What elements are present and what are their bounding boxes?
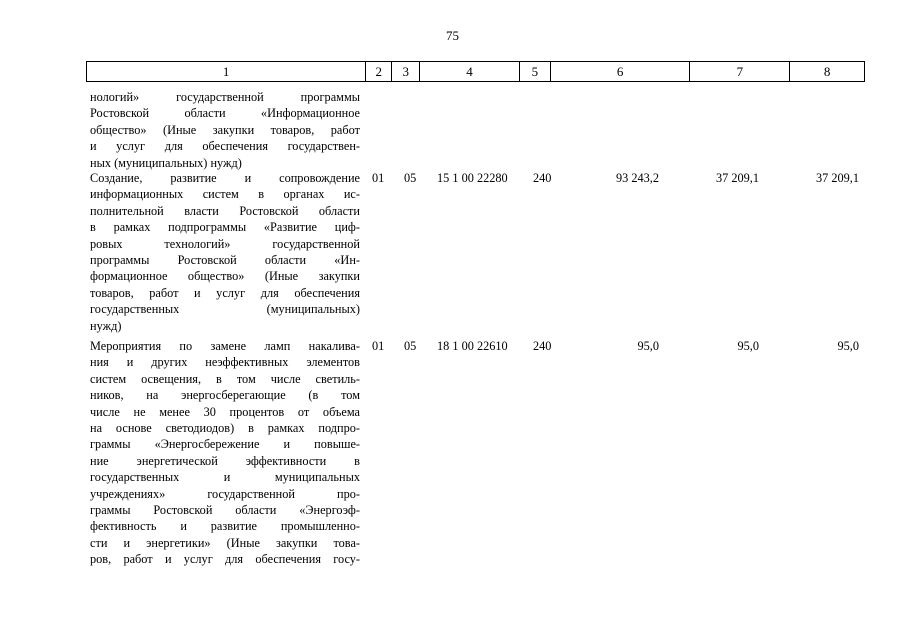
header-col-4: 4 bbox=[420, 62, 520, 81]
cell-amount-year-1: 95,0 bbox=[637, 339, 659, 353]
description-line: систем освещения, в том числе светиль- bbox=[90, 371, 360, 386]
table-row-description bbox=[90, 89, 360, 171]
description-line: Мероприятия по замене ламп накалива- bbox=[90, 339, 360, 353]
description-line: товаров, работ и услуг для обеспечения bbox=[90, 285, 360, 300]
description-line: Ростовской области «Информационное bbox=[90, 106, 360, 121]
description-line: ровых технологий» государственной bbox=[90, 236, 360, 251]
description-line: нологий» государственной программы bbox=[90, 90, 360, 104]
description-line: государственных (муниципальных) bbox=[90, 302, 360, 317]
cell-amount-year-2: 37 209,1 bbox=[715, 171, 759, 185]
description-line: сти и энергетики» (Иные закупки това- bbox=[90, 535, 360, 550]
header-col-6: 6 bbox=[551, 62, 691, 81]
description-line: ния и других неэффективных элементов bbox=[90, 355, 360, 370]
description-line: государственных и муниципальных bbox=[90, 470, 360, 485]
description-line: на основе светодиодов) в рамках подпро- bbox=[90, 421, 360, 436]
cell-target-article: 18 1 00 22610 bbox=[437, 339, 508, 353]
description-line: и услуг для обеспечения государствен- bbox=[90, 139, 360, 154]
description-line: ров, работ и услуг для обеспечения госу- bbox=[90, 552, 360, 567]
header-col-1: 1 bbox=[87, 62, 366, 81]
table-header-row bbox=[86, 61, 865, 82]
cell-amount-year-2: 95,0 bbox=[737, 339, 759, 353]
description-line: формационное общество» (Иные закупки bbox=[90, 269, 360, 284]
description-line: граммы Ростовской области «Энергоэф- bbox=[90, 503, 360, 518]
cell-expense-type: 240 bbox=[533, 339, 552, 353]
description-line: в рамках подпрограммы «Развитие циф- bbox=[90, 220, 360, 235]
description-line: полнительной власти Ростовской области bbox=[90, 203, 360, 218]
header-col-8: 8 bbox=[823, 64, 831, 79]
description-line: ние энергетической эффективности в bbox=[90, 453, 360, 468]
cell-amount-year-3: 37 209,1 bbox=[815, 171, 859, 185]
header-col-2: 2 bbox=[366, 62, 392, 81]
description-line: информационных систем в органах ис- bbox=[90, 187, 360, 202]
description-line: Создание, развитие и сопровождение bbox=[90, 171, 360, 185]
description-line: ных (муниципальных) нужд) bbox=[90, 155, 242, 170]
cell-amount-year-3: 95,0 bbox=[837, 339, 859, 353]
cell-subsection: 05 bbox=[404, 339, 417, 353]
description-line: общество» (Иные закупки товаров, работ bbox=[90, 122, 360, 137]
page-number: 75 bbox=[446, 28, 459, 43]
header-col-7: 7 bbox=[690, 62, 790, 81]
header-col-3: 3 bbox=[392, 62, 420, 81]
description-line: ников, на энергосберегающие (в том bbox=[90, 388, 360, 403]
header-col-5: 5 bbox=[520, 62, 551, 81]
description-line: граммы «Энергосбережение и повыше- bbox=[90, 437, 360, 452]
cell-amount-year-1: 93 243,2 bbox=[615, 171, 659, 185]
cell-section: 01 bbox=[372, 339, 385, 353]
description-line: учреждениях» государственной про- bbox=[90, 486, 360, 501]
description-line: программы Ростовской области «Ин- bbox=[90, 253, 360, 268]
cell-target-article: 15 1 00 22280 bbox=[437, 171, 508, 185]
cell-subsection: 05 bbox=[404, 171, 417, 185]
table-row-description bbox=[90, 338, 360, 568]
description-line: фективность и развитие промышленно- bbox=[90, 519, 360, 534]
cell-expense-type: 240 bbox=[533, 171, 552, 185]
table-row-description bbox=[90, 170, 360, 334]
cell-section: 01 bbox=[372, 171, 385, 185]
description-line: числе не менее 30 процентов от объема bbox=[90, 404, 360, 419]
description-line: нужд) bbox=[90, 318, 122, 333]
